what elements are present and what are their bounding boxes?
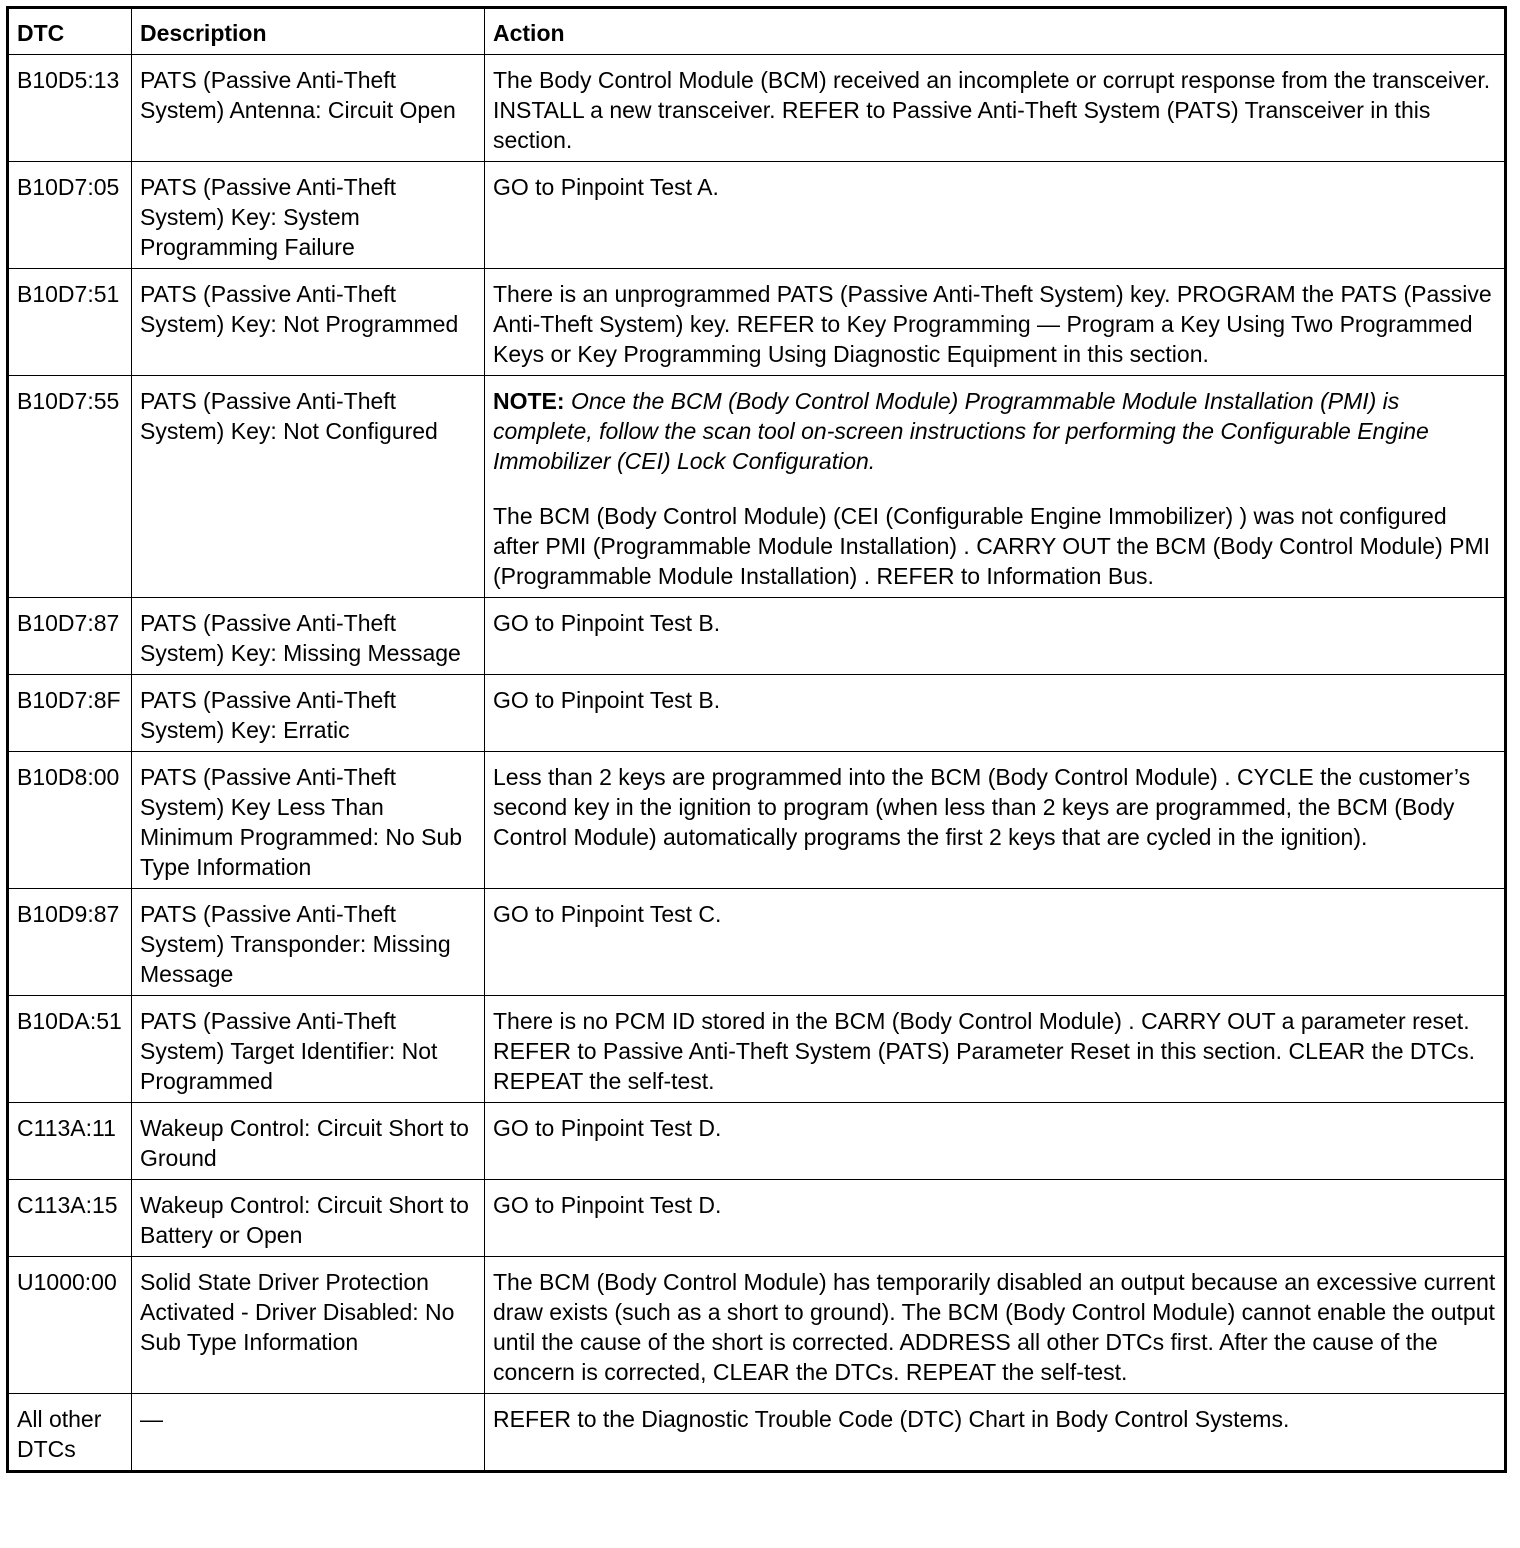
table-row [8, 1180, 1506, 1257]
dtc-code: B10DA:51 [8, 996, 132, 1103]
note-text: Once the BCM (Body Control Module) Programmable Module Installation (PMI) is complete, follow the scan tool on-screen instructions for performing the Configurable Engine Immobilizer (CEI) Lock Configuration. [493, 388, 1429, 474]
dtc-description: PATS (Passive Anti-Theft System) Target Identifier: Not Programmed [132, 996, 485, 1103]
dtc-action: GO to Pinpoint Test B. [485, 598, 1506, 675]
dtc-description: PATS (Passive Anti-Theft System) Key: System Programming Failure [132, 162, 485, 269]
table-row [8, 1394, 1506, 1472]
dtc-description: Wakeup Control: Circuit Short to Ground [132, 1103, 485, 1180]
header-dtc: DTC [8, 8, 132, 55]
dtc-code: B10D8:00 [8, 752, 132, 889]
dtc-action: The BCM (Body Control Module) (CEI (Configurable Engine Immobilizer) ) was not configured after PMI (Programmable Module Installation) . CARRY OUT the BCM (Body Control Module) PMI (Programmable Module Installation) . REFER to Information Bus. [493, 503, 1491, 589]
dtc-code: B10D9:87 [8, 889, 132, 996]
dtc-action: GO to Pinpoint Test B. [485, 675, 1506, 752]
dtc-action: Less than 2 keys are programmed into the BCM (Body Control Module) . CYCLE the customer’s second key in the ignition to program (when less than 2 keys are programmed, the BCM (Body Control Module) automatically programs the first 2 keys that are cycled in the ignition). [485, 752, 1506, 889]
dtc-description: PATS (Passive Anti-Theft System) Antenna: Circuit Open [132, 55, 485, 162]
dtc-action: GO to Pinpoint Test C. [485, 889, 1506, 996]
dtc-code: C113A:15 [8, 1180, 132, 1257]
header-description: Description [132, 8, 485, 55]
note-label: NOTE: [493, 388, 565, 414]
dtc-description: PATS (Passive Anti-Theft System) Transponder: Missing Message [132, 889, 485, 996]
dtc-action: GO to Pinpoint Test D. [485, 1103, 1506, 1180]
dtc-description: Wakeup Control: Circuit Short to Battery or Open [132, 1180, 485, 1257]
table-row [8, 376, 1506, 598]
dtc-action: The BCM (Body Control Module) has temporarily disabled an output because an excessive current draw exists (such as a short to ground). The BCM (Body Control Module) cannot enable the output until the cause of the short is corrected. ADDRESS all other DTCs first. After the cause of the concern is corrected, CLEAR the DTCs. REPEAT the self-test. [485, 1257, 1506, 1394]
table-row [8, 675, 1506, 752]
dtc-code: B10D7:8F [8, 675, 132, 752]
dtc-action: GO to Pinpoint Test A. [485, 162, 1506, 269]
dtc-action: GO to Pinpoint Test D. [485, 1180, 1506, 1257]
dtc-action: REFER to the Diagnostic Trouble Code (DTC) Chart in Body Control Systems. [485, 1394, 1506, 1472]
table-row [8, 889, 1506, 996]
dtc-description: PATS (Passive Anti-Theft System) Key: Not Configured [132, 376, 485, 598]
dtc-action: The Body Control Module (BCM) received an incomplete or corrupt response from the transceiver. INSTALL a new transceiver. REFER to Passive Anti-Theft System (PATS) Transceiver in this section. [485, 55, 1506, 162]
dtc-description: PATS (Passive Anti-Theft System) Key: Not Programmed [132, 269, 485, 376]
table-row [8, 996, 1506, 1103]
table-row [8, 1103, 1506, 1180]
dtc-description: Solid State Driver Protection Activated - Driver Disabled: No Sub Type Information [132, 1257, 485, 1394]
dtc-description: — [132, 1394, 485, 1472]
dtc-code: All other DTCs [8, 1394, 132, 1472]
table-row [8, 598, 1506, 675]
dtc-code: B10D7:55 [8, 376, 132, 598]
dtc-code: B10D7:05 [8, 162, 132, 269]
dtc-code: C113A:11 [8, 1103, 132, 1180]
table-row [8, 162, 1506, 269]
dtc-table [6, 6, 1507, 1473]
header-action: Action [485, 8, 1506, 55]
dtc-action-with-note [485, 376, 1506, 598]
dtc-action: There is an unprogrammed PATS (Passive Anti-Theft System) key. PROGRAM the PATS (Passive Anti-Theft System) key. REFER to Key Programming — Program a Key Using Two Programmed Keys or Key Programming Using Diagnostic Equipment in this section. [485, 269, 1506, 376]
dtc-code: B10D5:13 [8, 55, 132, 162]
table-row [8, 1257, 1506, 1394]
dtc-description: PATS (Passive Anti-Theft System) Key Less Than Minimum Programmed: No Sub Type Information [132, 752, 485, 889]
paragraph-gap [493, 476, 1496, 501]
dtc-description: PATS (Passive Anti-Theft System) Key: Erratic [132, 675, 485, 752]
header-row [8, 8, 1506, 55]
dtc-code: B10D7:87 [8, 598, 132, 675]
dtc-description: PATS (Passive Anti-Theft System) Key: Missing Message [132, 598, 485, 675]
dtc-code: U1000:00 [8, 1257, 132, 1394]
dtc-code: B10D7:51 [8, 269, 132, 376]
table-row [8, 269, 1506, 376]
table-row [8, 752, 1506, 889]
dtc-action: There is no PCM ID stored in the BCM (Body Control Module) . CARRY OUT a parameter reset. REFER to Passive Anti-Theft System (PATS) Parameter Reset in this section. CLEAR the DTCs. REPEAT the self-test. [485, 996, 1506, 1103]
table-row [8, 55, 1506, 162]
